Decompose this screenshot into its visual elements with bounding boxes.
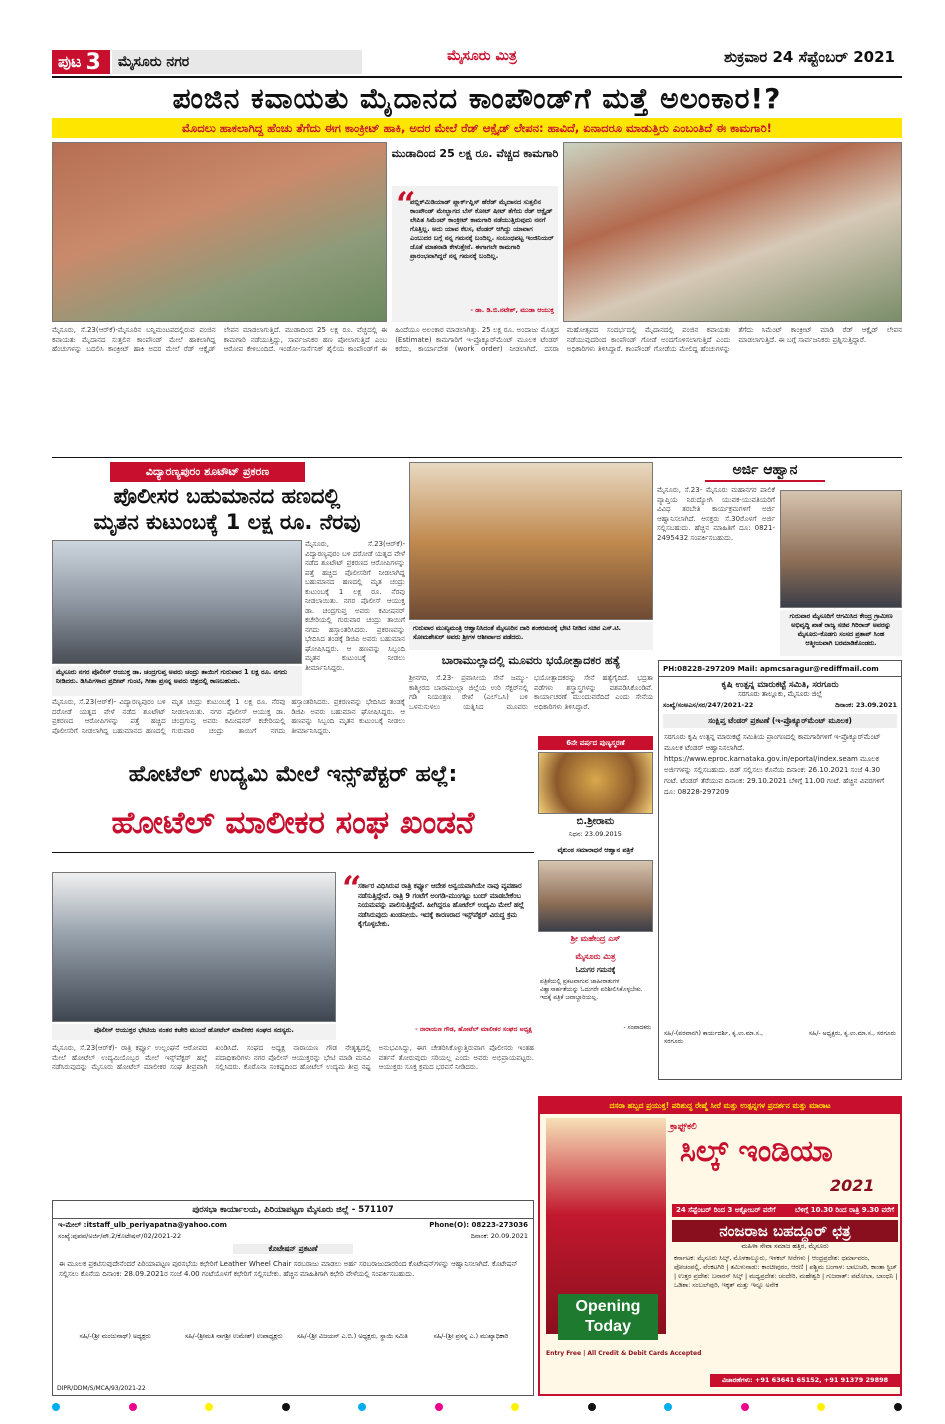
obituary1-portrait (538, 752, 653, 814)
cyan-dot-icon (664, 1403, 672, 1411)
silk-ad-year: 2021 (830, 1176, 875, 1195)
police-kicker: ವಿದ್ಯಾರಣ್ಯಪುರಂ ಶೂಟೌಟ್ ಪ್ರಕರಣ (110, 462, 305, 482)
lead-body: ಮೈಸೂರು, ಸೆ.23(ಆರ್‌ಕೆ)-ಮೈಸೂರಿನ ಬನ್ನಿಮಂಟಪದಲ್ಲಿರುವ ಪಂಜಿನ ಕವಾಯತು ಮೈದಾನದ ಸುತ್ತಲಿನ ಕಾಂಪೌಂಡ್ ಮೇಲೆ ಹಾಕಲಾಗಿದ್ದ ಹೆಂಚುಗಳನ್ನು ಬದಲಿಸಿ ಕಾಂಕ್ರೀಟ್ ಹಾಕಿ ಅದರ ಮೇಲೆ ರೆಡ್ ಆಕ್ಸೈಡ್ ಲೇಪನ ಮಾಡಲಾಗುತ್ತಿದೆ. ಮುಡಾದಿಂದ 25 ಲಕ್ಷ ರೂ. ವೆಚ್ಚದಲ್ಲಿ ಈ ಕಾಮಗಾರಿ ನಡೆಯುತ್ತಿದ್ದು, ಸಾರ್ವಜನಿಕರ ಹಣ ಪೋಲಾಗುತ್ತಿದೆ ಎಂಬ ಆರೋಪ ಕೇಳಿಬಂದಿದೆ. ಇಂಡೋ-ಸಾರ್ಸೆನಿಕ್ ಶೈಲಿಯ ಕಾಂಪೌಂಡ್‌ಗೆ ಈ ಹಿಂದೆಯೂ ಅಲಂಕಾರ ಮಾಡಲಾಗಿತ್ತು. 25 ಲಕ್ಷ ರೂ. ಅಂದಾಜು ಮೊತ್ತದ (Estimate) ಕಾಮಗಾರಿಗೆ ಇ-ಪ್ರೊಕ್ಯೂರ್‌ಮೆಂಟ್ ಮೂಲಕ ಟೆಂಡರ್ ಕರೆದು, ಕಾರ್ಯಾದೇಶ (work order) ನೀಡಲಾಗಿದೆ. ದಸರಾ ಮಹೋತ್ಸವದ ಸಂದರ್ಭದಲ್ಲಿ ಮೈದಾನದಲ್ಲಿ ಪಂಜಿನ ಕವಾಯತು ನಡೆಯುವುದರಿಂದ ಕಾಂಪೌಂಡ್ ಗೋಡೆ ಅಂದಗೊಳಿಸಲಾಗುತ್ತಿದೆ ಎಂದು ಅಧಿಕಾರಿಗಳು ತಿಳಿಸಿದ್ದಾರೆ. ಕಾಂಪೌಂಡ್ ಗೋಡೆಯ ಮೇಲಿದ್ದ ಹೆಂಚುಗಳನ್ನು ತೆಗೆದು ಸಿಮೆಂಟ್ ಕಾಂಕ್ರೀಟ್ ಮಾಡಿ ರೆಡ್ ಆಕ್ಸೈಡ್ ಲೇಪನ ಮಾಡಲಾಗುತ್ತಿದೆ. ಈ ಬಗ್ಗೆ ಸಾರ್ವಜನಿಕರು ಪ್ರಶ್ನಿಸುತ್ತಿದ್ದಾರೆ. (52, 326, 902, 353)
police-body: ಮೈಸೂರು, ಸೆ.23(ಆರ್‌ಕೆ)- ವಿದ್ಯಾರಣ್ಯಪುರಂ ಬಳಿ ದರೋಡೆ ಯತ್ನದ ವೇಳೆ ನಡೆದ ಶೂಟೌಟ್ ಪ್ರಕರಣದ ಆರೋಪಿಗಳನ್ನು ಪತ್ತೆ ಹಚ್ಚಿದ ಪೊಲೀಸರಿಗೆ ನೀಡಲಾಗಿದ್ದ ಬಹುಮಾನದ ಹಣದಲ್ಲಿ ಮೃತ ಚಂದ್ರು ಕುಟುಂಬಕ್ಕೆ 1 ಲಕ್ಷ ರೂ. ನೆರವು ನೀಡಲಾಯಿತು. ನಗರ ಪೊಲೀಸ್ ಆಯುಕ್ತ ಡಾ. ಚಂದ್ರಗುಪ್ತ ಅವರು ಕಮೀಷನರ್ ಕಚೇರಿಯಲ್ಲಿ ಗುರುವಾರ ಚಂದ್ರು ತಾಯಿಗೆ ನಗದು ಹಸ್ತಾಂತರಿಸಿದರು. ಪ್ರಕರಣವನ್ನು ಭೇದಿಸಿದ ತಂಡಕ್ಕೆ ಡಿಜಿಪಿ ಅವರು ಬಹುಮಾನ ಘೋಷಿಸಿದ್ದರು. ಆ ಹಣವನ್ನು ಸಿಬ್ಬಂದಿ ಮೃತನ ಕುಟುಂಬಕ್ಕೆ ನೀಡಲು ತೀರ್ಮಾನಿಸಿದ್ದರು. (52, 698, 405, 735)
lead-headline: ಪಂಜಿನ ಕವಾಯತು ಮೈದಾನದ ಕಾಂಪೌಂಡ್‌ಗೆ ಮತ್ತೆ ಅಲಂಕಾರ!? (172, 82, 782, 115)
police-headline-1: ಪೊಲೀಸರ ಬಹುಮಾನದ ಹಣದಲ್ಲಿ (113, 484, 341, 508)
hotel-caption: ಪೊಲೀಸ್ ಆಯುಕ್ತರ ಭೇಟಿಯ ನಂತರ ಕಚೇರಿ ಮುಂದೆ ಹೋಟೆಲ್ ಮಾಲೀಕರ ಸಂಘದ ಸದಸ್ಯರು. (52, 1024, 336, 1040)
swami-caption: ಗುರುವಾರ ಮುಖ್ಯಮಂತ್ರಿ ಆಹ್ವಾನಿಸಿದಂತೆ ಮೈಸೂರಿನ ದಾರಿ ಶಂಕರಮಠಕ್ಕೆ ಭೇಟಿ ನೀಡಿದ ಸಚಿವ ಎಸ್.ಟಿ. ಸೋಮಶೇಖರ್ ಅವರು ಶ್ರೀಗಳ ಆಶೀರ್ವಾದ ಪಡೆದರು. (409, 622, 653, 650)
masthead-logo: ಮೈಸೂರು ಮಿತ್ರ (447, 48, 517, 64)
tender-title: ಸಂಕ್ಷಿಪ್ತ ಟೆಂಡರ್ ಪ್ರಕಟಣೆ (ಇ-ಪ್ರೊಕ್ಯೂರ್‌ಮೆಂಟ್ ಮೂಲಕ) (663, 714, 897, 728)
hotel-quote-text: ಸರ್ಕಾರ ವಿಧಿಸಿರುವ ರಾತ್ರಿ ಕರ್ಫ್ಯೂ ಆದೇಶ ಅನ್ವಯವಾಗಿಯೇ ನಾವು ವ್ಯವಹಾರ ನಡೆಸುತ್ತಿದ್ದೇವೆ. ರಾತ್ರಿ 9 ಗಂಟೆಗೆ ಅಂಗಡಿ-ಮುಂಗಟ್ಟು ಬಂದ್ ಮಾಡಬೇಕೆಂಬ ನಿಯಮವನ್ನು ಪಾಲಿಸುತ್ತಿದ್ದೇವೆ. ಹೀಗಿದ್ದರೂ ಹೋಟೆಲ್ ಉದ್ಯಮಿ ಮೇಲೆ ಹಲ್ಲೆ ನಡೆಸಿರುವುದು ಖಂಡನೀಯ. ಇದಕ್ಕೆ ಕಾರಣರಾದ ಇನ್ಸ್‌ಪೆಕ್ಟರ್ ವಿರುದ್ಧ ಕ್ರಮ ಕೈಗೊಳ್ಳಬೇಕು. (358, 882, 525, 928)
hotel-owners-photo (52, 872, 336, 1022)
obituary1-title: 6ನೇ ವರ್ಷದ ಪುಣ್ಯಸ್ಮರಣೆ (538, 736, 653, 750)
reader-box-title: ಓದುಗರ ಗಮನಕ್ಕೆ (575, 966, 616, 974)
obituary1-name: ಬಿ.ಶ್ರೀರಾಮ (576, 816, 615, 827)
periyapatna-org: ಪುರಸಭಾ ಕಾರ್ಯಾಲಯ, ಪಿರಿಯಾಪಟ್ಟಣ ಮೈಸೂರು ಜಿಲ್ಲೆ - 571107 (53, 1201, 533, 1219)
periyapatna-notice (52, 1200, 534, 1396)
police-body-col-right: ಮೈಸೂರು, ಸೆ.23(ಆರ್‌ಕೆ)- ವಿದ್ಯಾರಣ್ಯಪುರಂ ಬಳಿ ದರೋಡೆ ಯತ್ನದ ವೇಳೆ ನಡೆದ ಶೂಟೌಟ್ ಪ್ರಕರಣದ ಆರೋಪಿಗಳನ್ನು ಪತ್ತೆ ಹಚ್ಚಿದ ಪೊಲೀಸರಿಗೆ ನೀಡಲಾಗಿದ್ದ ಬಹುಮಾನದ ಹಣದಲ್ಲಿ ಮೃತ ಚಂದ್ರು ಕುಟುಂಬಕ್ಕೆ 1 ಲಕ್ಷ ರೂ. ನೆರವು ನೀಡಲಾಯಿತು. ನಗರ ಪೊಲೀಸ್ ಆಯುಕ್ತ ಡಾ. ಚಂದ್ರಗುಪ್ತ ಅವರು ಕಮೀಷನರ್ ಕಚೇರಿಯಲ್ಲಿ ಗುರುವಾರ ಚಂದ್ರು ತಾಯಿಗೆ ನಗದು ಹಸ್ತಾಂತರಿಸಿದರು. ಪ್ರಕರಣವನ್ನು ಭೇದಿಸಿದ ತಂಡಕ್ಕೆ ಡಿಜಿಪಿ ಅವರು ಬಹುಮಾನ ಘೋಷಿಸಿದ್ದರು. ಆ ಹಣವನ್ನು ಸಿಬ್ಬಂದಿ ಮೃತನ ಕುಟುಂಬಕ್ಕೆ ನೀಡಲು ತೀರ್ಮಾನಿಸಿದ್ದರು. (305, 540, 405, 672)
tender-notice (658, 660, 902, 1080)
tender-contact: PH:08228-297209 Mail: apmcsaragur@rediffmail.com (659, 661, 901, 677)
baramulla-body: ಶ್ರೀನಗರ, ಸೆ.23- ಪ್ರವಾಸೀಯ ಸೇನೆ ಜಮ್ಮು-ಕಾಶ್ಮೀರದ ಬಾರಾಮುಲ್ಲಾ ಜಿಲ್ಲೆಯ ಉರಿ ಸೆಕ್ಟರ್‌ನಲ್ಲಿ ಗಡಿ ನಿಯಂತ್ರಣ ರೇಖೆ (ಎಲ್‌ಒಸಿ) ಬಳಿ ಒಳನುಸುಳಲು ಯತ್ನಿಸಿದ ಮೂವರು ಭಯೋತ್ಪಾದಕರನ್ನು ಸೇನೆ ಹತ್ಯೆಗೈದಿದೆ. ಭದ್ರತಾ ಪಡೆಗಳು ಶಸ್ತ್ರಾಸ್ತ್ರಗಳನ್ನು ವಶಪಡಿಸಿಕೊಂಡಿವೆ. ಕಾರ್ಯಾಚರಣೆ ಮುಂದುವರೆದಿದೆ ಎಂದು ಸೇನೆಯ ಅಧಿಕಾರಿಗಳು ತಿಳಿಸಿದ್ದಾರೆ. (409, 674, 653, 711)
cyan-dot-icon (52, 1403, 60, 1411)
silk-ad-venue-sub: ಮಹಿಳಾ ಸೇವಾ ಸಮಾಜ ಹತ್ತಿರ, ಮೈಸೂರು (741, 1242, 829, 1250)
silk-ad-opening: Opening Today (558, 1294, 658, 1340)
silk-ad-venue: ನಂಜರಾಜ ಬಹದ್ದೂರ್ ಛತ್ರ (672, 1220, 898, 1242)
tender-body: ಸರಗೂರು ಕೃಷಿ ಉತ್ಪನ್ನ ಮಾರುಕಟ್ಟೆ ಸಮಿತಿಯ ಪ್ರಾಂಗಣದಲ್ಲಿ ಕಾಮಗಾರಿಗಳಿಗೆ ಇ-ಪ್ರೊಕ್ಯೂರ್‌ಮೆಂಟ್ ಮೂಲಕ ಟೆಂಡರ್ ಆಹ್ವಾನಿಸಲಾಗಿದೆ. https://www.eproc.karnataka.gov.in/eportal/index.seam ಮೂಲಕ ಅರ್ಜಿಗಳನ್ನು ಸಲ್ಲಿಸಬಹುದು. ಬಿಡ್ ಸಲ್ಲಿಸಲು ಕೊನೆಯ ದಿನಾಂಕ: 26.10.2021 ಸಂಜೆ 4.30 ಗಂಟೆ. ಟೆಂಡರ್ ತೆರೆಯುವ ದಿನಾಂಕ: 29.10.2021 ಬೆಳಿಗ್ಗೆ 11.00 ಗಂಟೆ. ಹೆಚ್ಚಿನ ವಿವರಗಳಿಗೆ ದೂ: 08228-297209 (664, 733, 885, 796)
silk-ad-contact: ವಿಚಾರಣೆಗಳು: +91 63641 65152, +91 91379 29898 (710, 1374, 900, 1387)
section-title: ಮೈಸೂರು ನಗರ (112, 50, 362, 74)
silk-ad-cards: Entry Free | All Credit & Debit Cards Accepted (546, 1350, 702, 1357)
tender-ref: ಸಂಖ್ಯೆ/ಸಂಅಎಸ/ಸರ/247/2021-22 (663, 701, 754, 709)
silk-ad-brand-small: ಕ್ರಾಫ್ಟ್‌ಕಲಿ (670, 1122, 697, 1132)
baramulla-headline: ಬಾರಾಮುಲ್ಲಾದಲ್ಲಿ ಮೂವರು ಭಯೋತ್ಪಾದಕರ ಹತ್ಯೆ (441, 654, 621, 667)
section-rule-1 (52, 457, 902, 458)
police-headline-2: ಮೃತನ ಕುಟುಂಬಕ್ಕೆ 1 ಲಕ್ಷ ರೂ. ನೆರವು (93, 510, 361, 534)
black-dot-icon (894, 1403, 902, 1411)
black-dot-icon (588, 1403, 596, 1411)
page-label: ಪುಟ (58, 52, 82, 71)
swami-meeting-photo (409, 462, 653, 620)
black-dot-icon (282, 1403, 290, 1411)
tender-org: ಕೃಷಿ ಉತ್ಪನ್ನ ಮಾರುಕಟ್ಟೆ ಸಮಿತಿ, ಸರಗೂರು (721, 680, 839, 690)
hotel-quote-attribution: - ನಾರಾಯಣ ಗೌಡ, ಹೋಟೆಲ್ ಮಾಲೀಕರ ಸಂಘದ ಅಧ್ಯಕ್ಷ (415, 1026, 532, 1033)
police-caption: ಮೈಸೂರು ನಗರ ಪೊಲೀಸ್ ಆಯುಕ್ತ ಡಾ. ಚಂದ್ರಗುಪ್ತ ಅವರು ಚಂದ್ರು ತಾಯಿಗೆ ಗುರುವಾರ 1 ಲಕ್ಷ ರೂ. ನಗದು ನೀಡಿದರು. ಡಿಸಿಪಿಗಳಾದ ಪ್ರದೀಪ್ ಗುಂಟಿ, ಗೀತಾ ಪ್ರಸನ್ನ ಅವರು ಚಿತ್ರದಲ್ಲಿ ಕಾಣಬಹುದು. (52, 666, 302, 696)
periyapatna-sign-2: ಸಹಿ/-(ಶ್ರೀಮತಿ ನಾಗಶ್ರೀ ಉಮೇಶ್) ಉಪಾಧ್ಯಕ್ಷರು (184, 1333, 283, 1340)
yellow-dot-icon (511, 1403, 519, 1411)
tender-date: ದಿನಾಂಕ: 23.09.2021 (835, 701, 897, 709)
periyapatna-sign-3: ಸಹಿ/-(ಶ್ರೀ ವಿಜಯನ್ ಎ.ಬಿ.) ಅಧ್ಯಕ್ಷರು, ಸ್ಥಾಯಿ ಸಮಿತಿ (296, 1333, 408, 1340)
periyapatna-body: ಈ ಮೂಲಕ ಪ್ರಕಟಿಸುವುದೇನೆಂದರೆ ಪಿರಿಯಾಪಟ್ಟಣ ಪುರಸಭೆಯ ಕಛೇರಿಗೆ Leather Wheel Chair ಸರಬರಾಜು ಮಾಡಲು ಅರ್ಹ ಸರಬರಾಜುದಾರರಿಂದ ಕೊಟೇಷನ್‌ಗಳನ್ನು ಆಹ್ವಾನಿಸಲಾಗಿದೆ. ಕೊಟೇಷನ್ ಸಲ್ಲಿಸಲು ಕೊನೆಯ ದಿನಾಂಕ: 28.09.2021ರ ಸಂಜೆ 4.00 ಗಂಟೆಯೊಳಗೆ ಕಛೇರಿಗೆ ಸಲ್ಲಿಸಬೇಕು. ಹೆಚ್ಚಿನ ಮಾಹಿತಿಗಾಗಿ ಕಛೇರಿ ವೇಳೆಯಲ್ಲಿ ಸಂಪರ್ಕಿಸಬಹುದು. (59, 1260, 518, 1278)
hotel-headline-1: ಹೋಟೆಲ್ ಉದ್ಯಮಿ ಮೇಲೆ ಇನ್ಸ್‌ಪೆಕ್ಟರ್ ಹಲ್ಲೆ: (128, 762, 458, 787)
appeal-body: ಮೈಸೂರು, ಸೆ.23- ಮೈಸೂರು ಮಹಾನಗರ ಪಾಲಿಕೆ ವ್ಯಾಪ್ತಿಯ ನಿರುದ್ಯೋಗಿ ಯುವಕ-ಯುವತಿಯರಿಗೆ ವಿವಿಧ ತರಬೇತಿ ಕಾರ್ಯಕ್ರಮಗಳಿಗೆ ಅರ್ಜಿ ಆಹ್ವಾನಿಸಲಾಗಿದೆ. ಆಸಕ್ತರು ಸೆ.30ರೊಳಗೆ ಅರ್ಜಿ ಸಲ್ಲಿಸಬಹುದು. ಹೆಚ್ಚಿನ ಮಾಹಿತಿಗೆ ದೂ: 0821-2495432 ಸಂಪರ್ಕಿಸಬಹುದು. (657, 486, 775, 542)
appeal-title: ಅರ್ಜಿ ಆಹ್ವಾನ (705, 462, 825, 482)
silk-ad-dates: 24 ಸೆಪ್ಟೆಂಬರ್ ರಿಂದ 3 ಅಕ್ಟೋಬರ್ ವರೆಗೆ (676, 1206, 776, 1214)
quote-mark-icon: “ (396, 185, 416, 225)
obituary2-portrait (538, 860, 653, 932)
compound-wall-photo-left (52, 142, 387, 322)
periyapatna-sign-4: ಸಹಿ/-(ಶ್ರೀ ಪ್ರಸನ್ನ ಎ.) ಮುಖ್ಯಾಧಿಕಾರಿ (433, 1333, 509, 1340)
minister-caption: ಗುರುವಾರ ಮೈಸೂರಿಗೆ ಆಗಮಿಸಿದ ಕೇಂದ್ರ ಗ್ರಾಮೀಣ ಅಭಿವೃದ್ಧಿ ಖಾತೆ ರಾಜ್ಯ ಸಚಿವ ಗಿರಿರಾಜ್ ಅವರನ್ನು ಮೈಸೂರು-ಕೊಡಗು ಸಂಸದ ಪ್ರತಾಪ್ ಸಿಂಹ ಆತ್ಮೀಯವಾಗಿ ಬರಮಾಡಿಕೊಂಡರು. (780, 610, 902, 656)
hotel-quote (340, 869, 534, 1040)
cost-box: ಮುಡಾದಿಂದ 25 ಲಕ್ಷ ರೂ. ವೆಚ್ಚದ ಕಾಮಗಾರಿ (391, 147, 559, 160)
silk-ad-brand: ಸಿಲ್ಕ್ ಇಂಡಿಯಾ (680, 1134, 833, 1169)
reader-box-body: ಪತ್ರಿಕೆಯಲ್ಲಿ ಪ್ರಕಟವಾಗುವ ಜಾಹೀರಾತುಗಳ ವಿಶ್ವಾಸಾರ್ಹತೆಯನ್ನು ಓದುಗರೇ ಪರಿಶೀಲಿಸಿಕೊಳ್ಳಬೇಕು. ಇದಕ್ಕೆ ಪತ್ರಿಕೆ ಜವಾಬ್ದಾರಿಯಲ್ಲ. (540, 978, 643, 1001)
silk-ad-tagline: ದಸರಾ ಹಬ್ಬದ ಪ್ರಯುಕ್ತ! ಪರಿಶುದ್ಧ ರೇಷ್ಮೆ ಸೀರೆ ಮತ್ತು ಉತ್ಪನ್ನಗಳ ಪ್ರದರ್ಶನ ಮತ್ತು ಮಾರಾಟ (540, 1098, 900, 1114)
periyapatna-sign-1: ಸಹಿ/-(ಶ್ರೀ ಮಂಜುನಾಥ್) ಅಧ್ಯಕ್ಷರು (79, 1333, 151, 1340)
commissioner-quote (392, 186, 558, 322)
hotel-quote-mark-icon: “ (342, 869, 362, 909)
periyapatna-date: ದಿನಾಂಕ: 20.09.2021 (470, 1232, 528, 1240)
page-number-badge (52, 50, 110, 74)
periyapatna-footer-code: DIPR/DDM/S/MCA/93/2021-22 (57, 1385, 146, 1392)
periyapatna-title: ಕೊಟೇಷನ್ ಪ್ರಕಟಣೆ (233, 1244, 353, 1254)
silk-ad-body: ಕರ್ನಾಟಕ: ಮೈಸೂರು ಸಿಲ್ಕ್, ಮೊಳಕಾಲ್ಮೂರು, ಇಳಕಲ್ ಸೀರೆಗಳು | ಆಂಧ್ರಪ್ರದೇಶ: ಧರ್ಮಾವರಂ, ಪೋಚಂಪಲ್ಲಿ, ವೆಂಕಟಗಿರಿ | ತಮಿಳುನಾಡು: ಕಾಂಚೀಪುರಂ, ಆರಣಿ | ಪಶ್ಚಿಮ ಬಂಗಾಳ: ಬಾಲುಚರಿ, ಕಾಂತಾ ಸ್ಟಿಚ್ | ಉತ್ತರ ಪ್ರದೇಶ: ಬನಾರಸ್ ಸಿಲ್ಕ್ | ಮಧ್ಯಪ್ರದೇಶ: ಚಂದೇರಿ, ಮಹೇಶ್ವರಿ | ಗುಜರಾತ್: ಪಟೋಲಾ, ಬಾಂಧನಿ | ಒಡಿಶಾ: ಸಂಬಲ್‌ಪುರಿ, ಇಕ್ಕತ್ ಮತ್ತು ಇನ್ನೂ ಅನೇಕ (674, 1254, 898, 1289)
magenta-dot-icon (435, 1403, 443, 1411)
header-rule (52, 76, 902, 78)
lead-subhead: ಮೊದಲು ಹಾಕಲಾಗಿದ್ದ ಹೆಂಚು ತೆಗೆದು ಈಗ ಕಾಂಕ್ರೀಟ್ ಹಾಕಿ, ಅದರ ಮೇಲೆ ರೆಡ್ ಆಕ್ಸೈಡ್ ಲೇಪನ: ಹಾವಿದೆ, ಏನಾದರೂ ಮಾಡುತ್ತಿರು ಎಂಬಂತಿದೆ ಈ ಕಾಮಗಾರಿ! (52, 118, 902, 138)
periyapatna-email: ಇ-ಮೇಲ್ :itstaff_ulb_periyapatna@yahoo.com (58, 1221, 227, 1229)
obituary2-name: ಶ್ರೀ ಮಹೇಂದ್ರ ಎಸ್ (570, 934, 621, 943)
cyan-dot-icon (358, 1403, 366, 1411)
hotel-body: ಮೈಸೂರು, ಸೆ.23(ಆರ್‌ಕೆ)- ರಾತ್ರಿ ಕರ್ಫ್ಯೂ ಉಲ್ಲಂಘನೆ ಆರೋಪದ ಮೇಲೆ ಹೋಟೆಲ್ ಉದ್ಯಮಿಯೊಬ್ಬರ ಮೇಲೆ ಇನ್ಸ್‌ಪೆಕ್ಟರ್ ಹಲ್ಲೆ ನಡೆಸಿರುವುದನ್ನು ಮೈಸೂರು ಹೋಟೆಲ್ ಮಾಲೀಕರ ಸಂಘ ತೀವ್ರವಾಗಿ ಖಂಡಿಸಿದೆ. ಸಂಘದ ಅಧ್ಯಕ್ಷ ನಾರಾಯಣ ಗೌಡ ನೇತೃತ್ವದಲ್ಲಿ ಪದಾಧಿಕಾರಿಗಳು ನಗರ ಪೊಲೀಸ್ ಆಯುಕ್ತರನ್ನು ಭೇಟಿ ಮಾಡಿ ಮನವಿ ಸಲ್ಲಿಸಿದರು. ಕೊರೊನಾ ಸಂಕಷ್ಟದಿಂದ ಹೋಟೆಲ್ ಉದ್ಯಮ ತೀವ್ರ ನಷ್ಟ ಅನುಭವಿಸಿದ್ದು, ಈಗ ಚೇತರಿಸಿಕೊಳ್ಳುತ್ತಿರುವಾಗ ಪೊಲೀಸರು ಇಂತಹ ವರ್ತನೆ ತೋರುವುದು ಸರಿಯಲ್ಲ ಎಂದು ಅವರು ಅಭಿಪ್ರಾಯಪಟ್ಟರು. ಆಯುಕ್ತರು ಸೂಕ್ತ ಕ್ರಮದ ಭರವಸೆ ನೀಡಿದರು. (52, 1044, 534, 1071)
page-number: 3 (85, 49, 101, 75)
hotel-rule (52, 852, 534, 853)
minister-photo (780, 490, 902, 608)
tender-sign-left: ಸಹಿ/-(ಪರವಾನಗಿ) ಕಾರ್ಯದರ್ಶಿ, ಕೃ.ಉ.ಮಾ.ಸ., ಸರಗೂರು (664, 1030, 764, 1045)
periyapatna-phone: Phone(O): 08223-273036 (429, 1221, 528, 1229)
compound-wall-photo-right (563, 142, 902, 322)
tender-org-address: ಸರಗೂರು ತಾಲ್ಲೂಕು, ಮೈಸೂರು ಜಿಲ್ಲೆ (737, 690, 823, 698)
silk-ad-timing: ಬೆಳಿಗ್ಗೆ 10.30 ರಿಂದ ರಾತ್ರಿ 9.30 ವರೆಗೆ (795, 1206, 894, 1214)
issue-date: ಶುಕ್ರವಾರ 24 ಸೆಪ್ಟೆಂಬರ್ 2021 (724, 48, 895, 66)
quote-attribution: - ಡಾ. ಡಿ.ಬಿ.ನಟೇಶ್, ಮುಡಾ ಆಯುಕ್ತ (470, 306, 554, 314)
police-donation-photo (52, 540, 302, 664)
periyapatna-ref: ಸಂಖ್ಯೆ:ಪುಪಪ/ಅರ್ಜಿ/ಪೌ.2/ಕೊಟೇಷನ್/02/2021-22 (58, 1232, 182, 1240)
magenta-dot-icon (741, 1403, 749, 1411)
tender-sign-right: ಸಹಿ/- ಅಧ್ಯಕ್ಷರು, ಕೃ.ಉ.ಮಾ.ಸ., ಸರಗೂರು (808, 1030, 896, 1037)
yellow-dot-icon (817, 1403, 825, 1411)
yellow-dot-icon (205, 1403, 213, 1411)
reader-box-sign: - ಸಂಪಾದಕರು (623, 1024, 651, 1031)
silk-india-ad (538, 1096, 902, 1396)
hotel-headline-2: ಹೋಟೆಲ್ ಮಾಲೀಕರ ಸಂಘ ಖಂಡನೆ (111, 805, 475, 841)
registration-marks (52, 1403, 902, 1413)
magenta-dot-icon (129, 1403, 137, 1411)
reader-box-brand: ಮೈಸೂರು ಮಿತ್ರ (575, 952, 616, 961)
quote-text: ಪಬ್ಲಿಕ್‌ಮಿಡಿಯಾಡ್ ಪ್ಲಾರ್ಕ್‌ಪ್ಲಿಸ್ ಹೆರೆಡ್ ಮೈದಾನದ ಸುತ್ತಲಿನ ಕಾಂಪೌಂಡ್ ಮೇಲ್ಭಾಗದ ಬೆಸ್ ಕೋಟ್ ಷೀಟ್ ತೆಗೆದು ರೆಡ್ ಆಕ್ಸೈಡ್ ಲೇಪಿತ ಸಿಮೆಂಟ್ ಕಾಂಕ್ರೀಟ್ ಕಾಮಗಾರಿ ನಡೆಯುತ್ತಿರುವುದು ನನಗೆ ಗೊತ್ತಿಲ್ಲ. ಅದು ಯಾವ ಕೆಲಸ, ಟೆಂಡರ್ ಆಗಿದ್ದು ಯಾವಾಗ ಎಂಬುದರ ಬಗ್ಗೆ ನನ್ನ ಗಮನಕ್ಕೆ ಬಂದಿಲ್ಲ. ಸಂಬಂಧಪಟ್ಟ ಇಂಜಿನಿಯರ್ ಜೊತೆ ಮಾತನಾಡಿ ಕೇಳುತ್ತೇನೆ. ಈಗಾಗಲೇ ಕಾಮಗಾರಿ ಪ್ರಾರಂಭವಾಗಿದ್ದರೆ ನನ್ನ ಗಮನಕ್ಕೆ ಬಂದಿಲ್ಲ. (410, 198, 554, 260)
obituary2-title: ವೈಕುಂಠ ಸಮಾರಾಧನೆ ಆಹ್ವಾನ ಪತ್ರಿಕೆ (557, 846, 634, 854)
obituary1-date: ನಿಧನ: 23.09.2015 (569, 830, 622, 838)
